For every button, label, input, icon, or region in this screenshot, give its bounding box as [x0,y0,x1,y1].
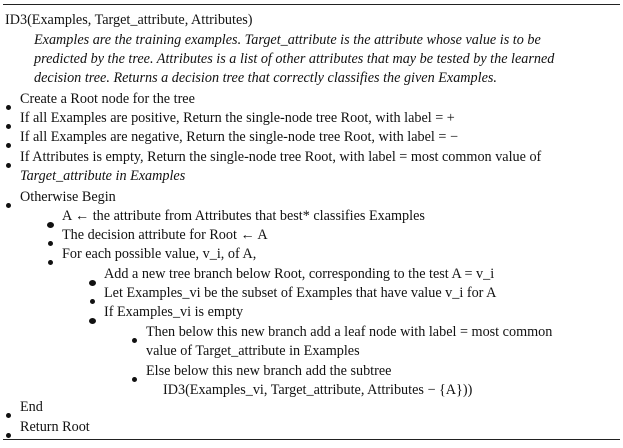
bottom-rule [3,439,620,440]
bullet-icon [48,254,53,273]
bullet-icon [6,99,11,118]
description-line-3: decision tree. Returns a decision tree that correctly classifies the given Examples. [34,70,497,86]
step-let-examples-subset: Let Examples_vi be the subset of Examples that have value v_i for A [104,285,497,301]
step-for-each-value: For each possible value, v_i, of A, [62,246,257,262]
step-end: End [20,399,43,415]
step-add-leaf-cont: value of Target_attribute in Examples [146,343,360,359]
step-add-leaf: Then below this new branch add a leaf node with label = most common [146,324,553,340]
description-line-1: Examples are the training examples. Target_attribute is the attribute whose value is to be [34,32,541,48]
bullet-icon [6,407,11,426]
bullet-icon [90,293,95,312]
bullet-icon [6,197,11,216]
bullet-icon [6,137,11,156]
step-attributes-empty-cont: Target_attribute in Examples [20,168,186,184]
step-decision-attribute: The decision attribute for Root ← A [62,227,268,243]
step-all-negative: If all Examples are negative, Return the single-node tree Root, with label = − [20,129,458,145]
step-recursive-call: ID3(Examples_vi, Target_attribute, Attributes − {A})) [163,382,473,398]
bullet-icon [6,427,11,446]
step-else-subtree: Else below this new branch add the subtree [146,363,392,379]
bullet-icon [48,235,53,254]
step-choose-attribute: A ← the attribute from Attributes that best* classifies Examples [62,208,425,224]
bullet-icon [89,274,96,293]
step-all-positive: If all Examples are positive, Return the single-node tree Root, with label = + [20,110,455,126]
function-signature: ID3(Examples, Target_attribute, Attributes) [5,12,253,28]
bullet-icon [6,118,11,137]
bullet-icon [89,312,96,331]
step-if-subset-empty: If Examples_vi is empty [104,304,244,320]
step-create-root: Create a Root node for the tree [20,91,195,107]
step-otherwise-begin: Otherwise Begin [20,189,116,205]
step-return-root: Return Root [20,419,90,435]
bullet-icon [6,157,11,176]
step-add-branch: Add a new tree branch below Root, corresponding to the test A = v_i [104,266,495,282]
bullet-icon [47,216,54,235]
bullet-icon [132,371,137,390]
bullet-icon [132,332,137,351]
description-line-2: predicted by the tree. Attributes is a list of other attributes that may be tested by the learned [34,51,555,67]
top-rule [3,4,620,5]
step-attributes-empty: If Attributes is empty, Return the single-node tree Root, with label = most common value of [20,149,542,165]
